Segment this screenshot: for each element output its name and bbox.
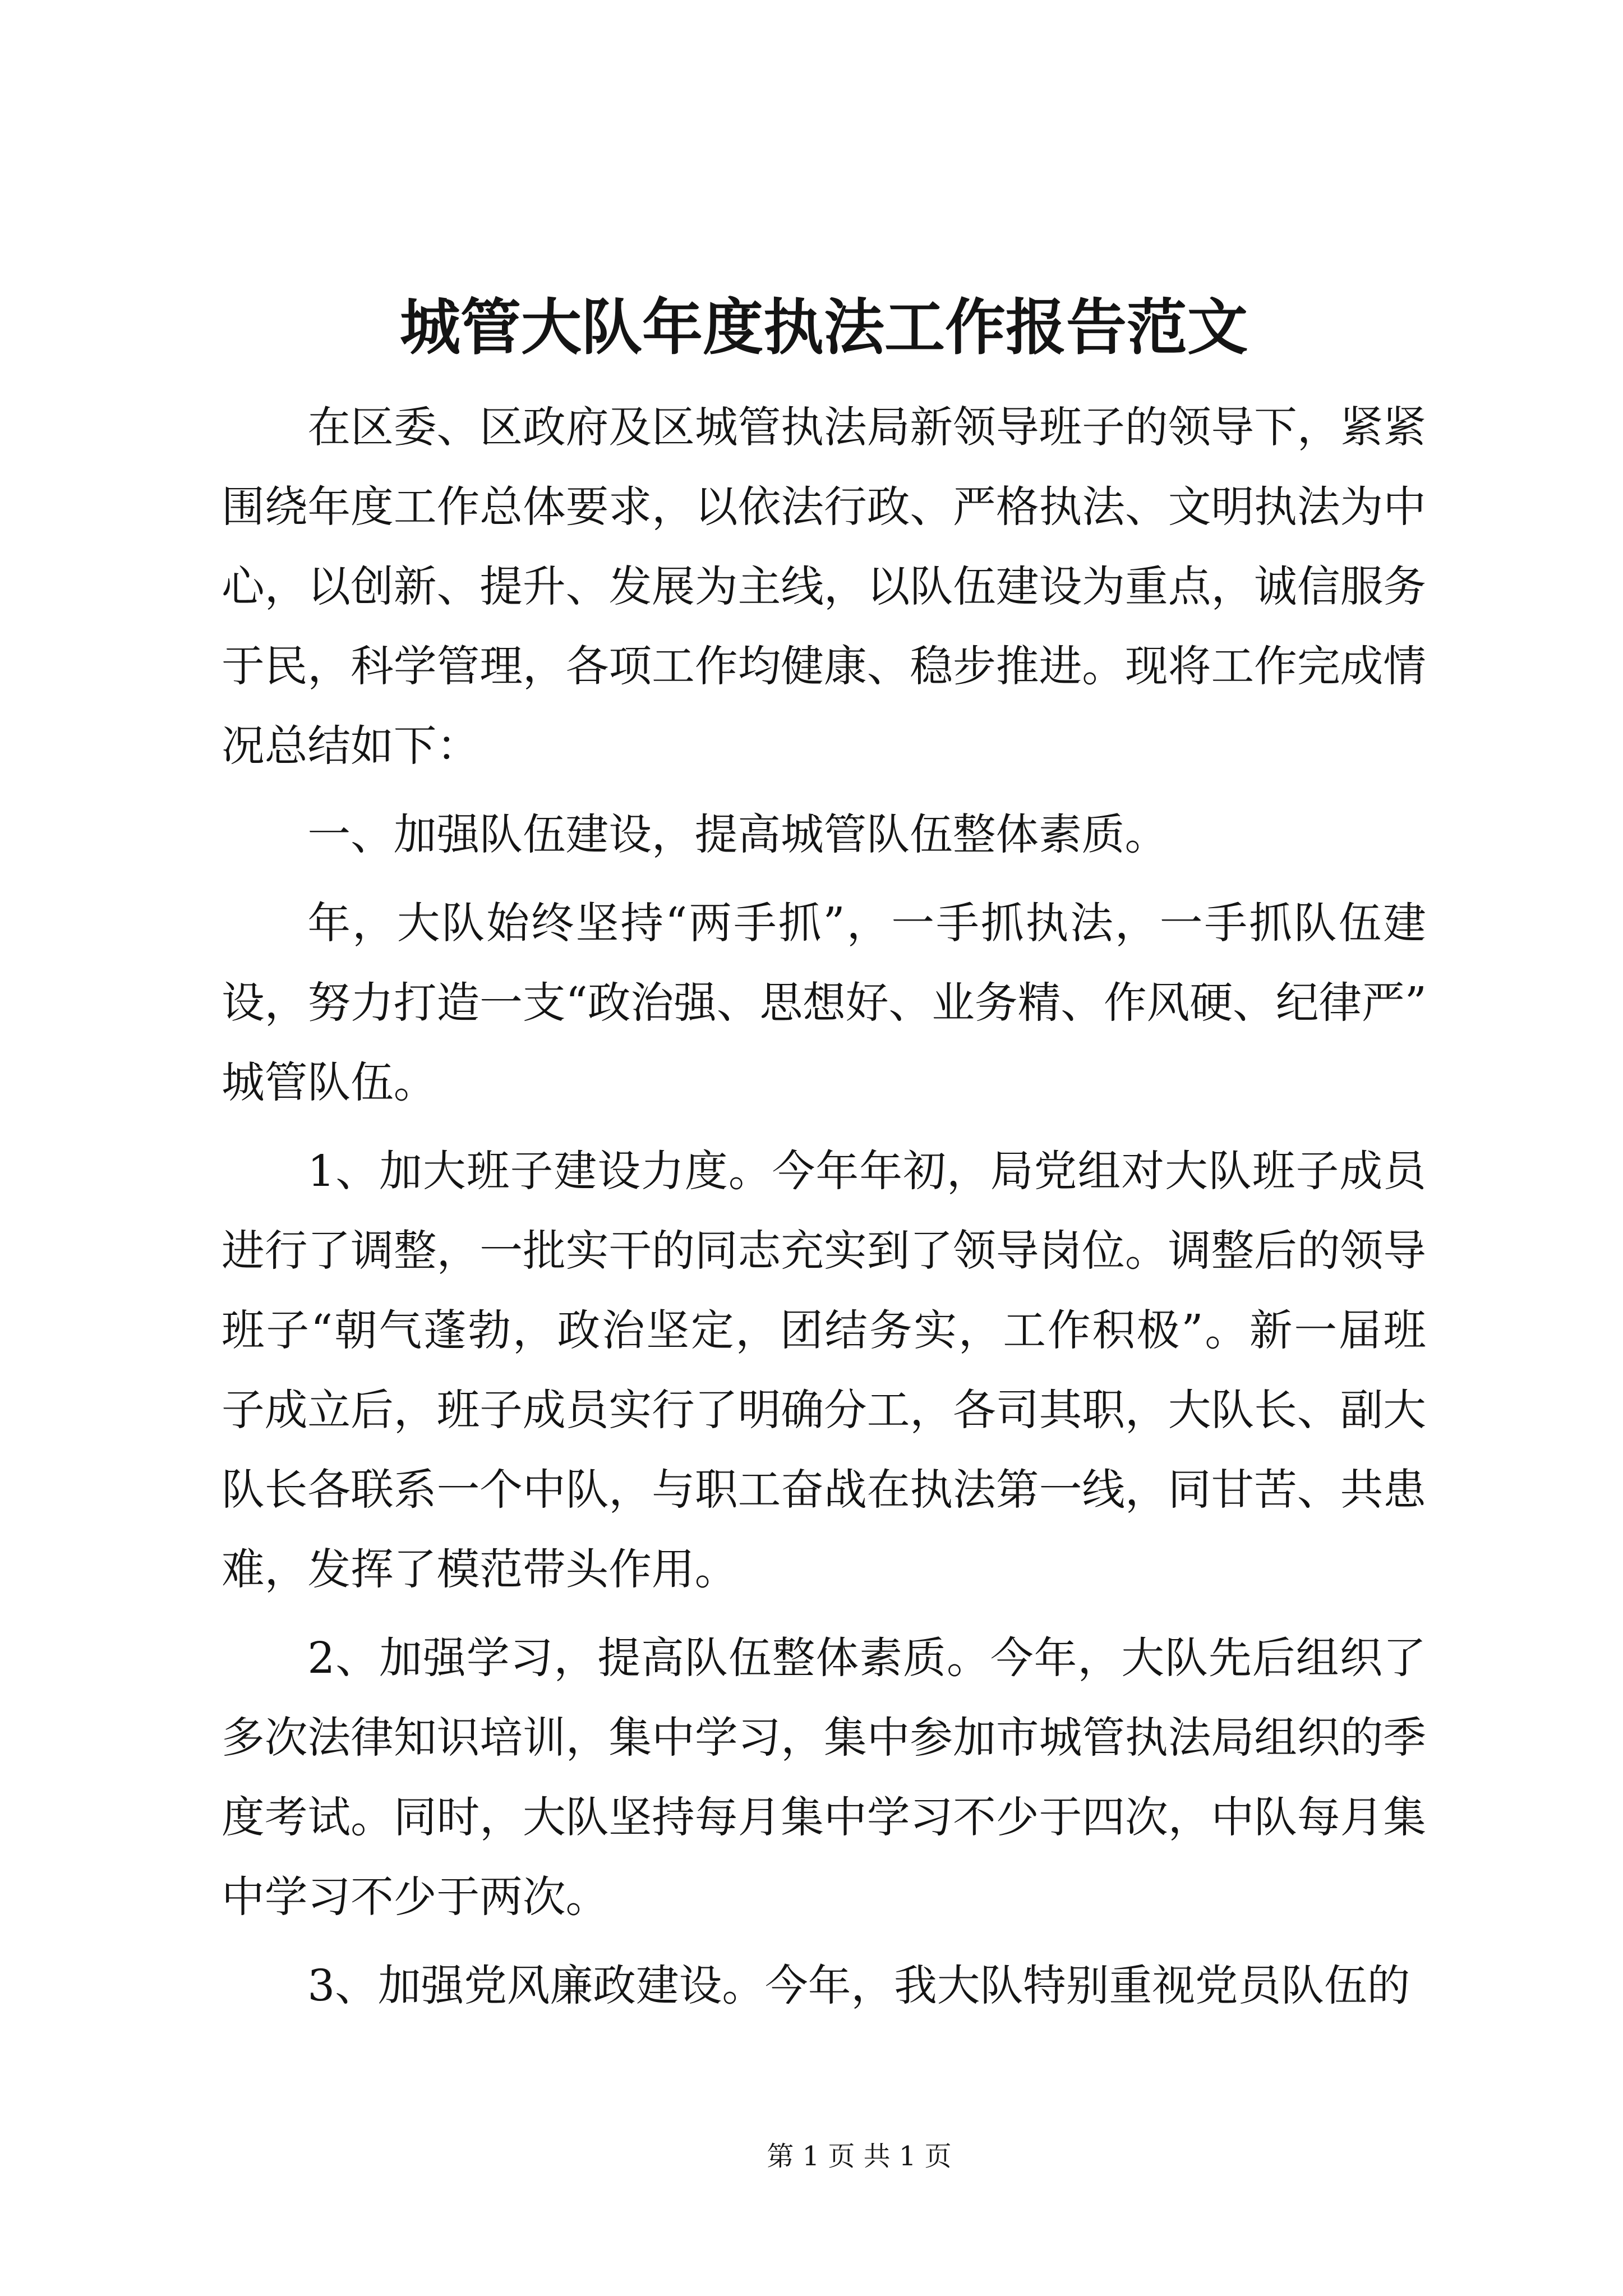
text-line: 设，努力打造一支“政治强、思想好、业务精、作风硬、纪律严” — [222, 978, 1427, 1028]
text-line: 班子“朝气蓬勃，政治坚定，团结务实，工作积极”。新一届班 — [222, 1306, 1426, 1356]
text-line: 中学习不少于两次。 — [222, 1872, 609, 1922]
text-line: 城管队伍。 — [222, 1058, 437, 1108]
document-body — [222, 388, 1426, 2035]
paragraph-item-1 — [222, 1132, 1426, 1610]
paragraph-intro — [222, 388, 1426, 786]
text-line: 3、加强党风廉政建设。今年，我大队特别重视党员队伍的 — [307, 1961, 1410, 2011]
text-line: 况总结如下： — [222, 721, 480, 771]
document-title: 城管大队年度执法工作报告范文 — [399, 292, 1248, 363]
text-line: 子成立后，班子成员实行了明确分工，各司其职，大队长、副大 — [222, 1386, 1426, 1435]
text-line: 2、加强学习，提高队伍整体素质。今年，大队先后组织了 — [307, 1634, 1426, 1683]
text-line: 一、加强队伍建设，提高城管队伍整体素质。 — [307, 810, 1168, 860]
text-line: 难，发挥了模范带头作用。 — [222, 1545, 738, 1595]
page-footer: 第 1 页 共 1 页 — [767, 2141, 952, 2172]
text-line: 于民，科学管理，各项工作均健康、稳步推进。现将工作完成情 — [222, 642, 1426, 692]
paragraph-item-2 — [222, 1619, 1426, 1938]
section-heading-1 — [222, 795, 1426, 875]
text-line: 年，大队始终坚持“两手抓”，一手抓执法，一手抓队伍建 — [307, 899, 1426, 949]
paragraph-team-building — [222, 884, 1426, 1123]
text-line: 进行了调整，一批实干的同志充实到了领导岗位。调整后的领导 — [222, 1226, 1426, 1276]
text-line: 度考试。同时，大队坚持每月集中学习不少于四次，中队每月集 — [222, 1793, 1426, 1843]
text-line: 1、加大班子建设力度。今年年初，局党组对大队班子成员 — [307, 1147, 1426, 1197]
paragraph-item-3 — [222, 1947, 1426, 2026]
text-line: 多次法律知识培训，集中学习，集中参加市城管执法局组织的季 — [222, 1713, 1426, 1763]
text-line: 在区委、区政府及区城管执法局新领导班子的领导下，紧紧 — [307, 403, 1426, 453]
text-line: 队长各联系一个中队，与职工奋战在执法第一线，同甘苦、共患 — [222, 1465, 1426, 1515]
text-line: 围绕年度工作总体要求，以依法行政、严格执法、文明执法为中 — [222, 482, 1426, 532]
text-line: 心，以创新、提升、发展为主线，以队伍建设为重点，诚信服务 — [222, 562, 1426, 612]
